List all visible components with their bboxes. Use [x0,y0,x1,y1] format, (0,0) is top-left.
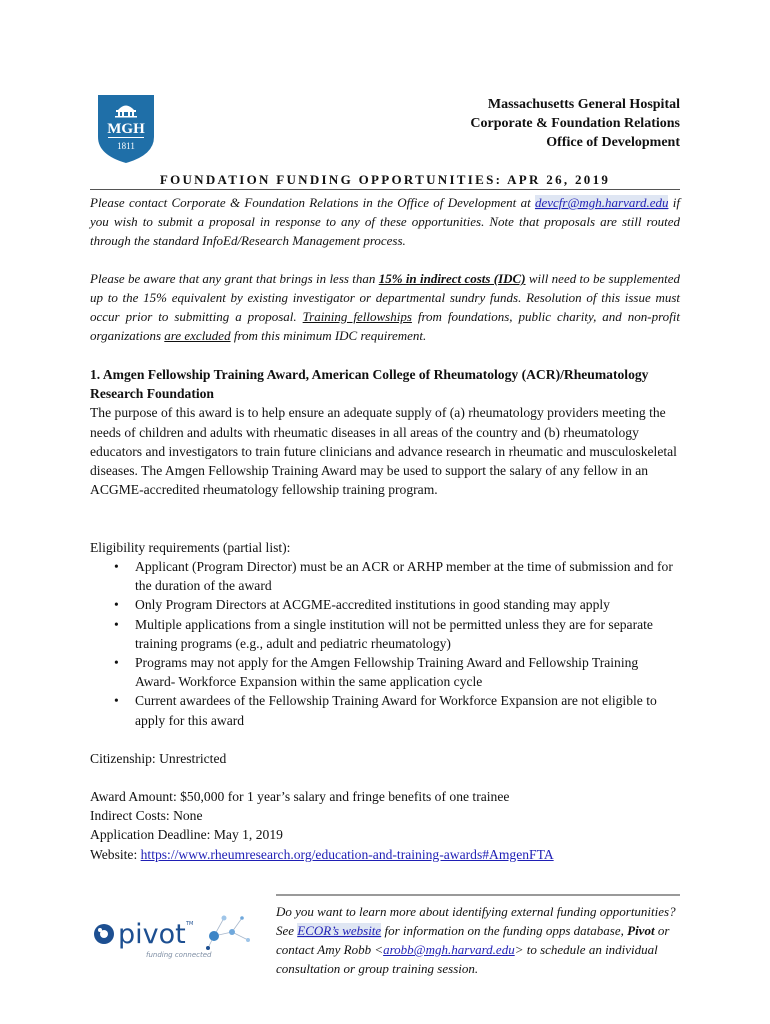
org-line-2: Corporate & Foundation Relations [470,116,680,131]
intro-paragraph [90,193,680,250]
indirect-costs: Indirect Costs: None [90,808,203,824]
bullet-icon: • [114,597,119,613]
eligibility-text: Multiple applications from a single institution will not be permitted unless they are for separate training programs (e.g., adult and pediatric rheumatology) [135,616,653,651]
award-details [90,787,690,864]
ecor-website-link[interactable]: ECOR’s website [297,923,382,938]
idc-text-d: from this minimum IDC requirement. [230,328,427,343]
intro-text-b: if you wish to submit a proposal in response to any of these opportunities. Note that proposals are still routed through the standard InfoEd/Research Management process. [90,195,680,248]
contact-email-link[interactable]: devcfr@mgh.harvard.edu [534,195,669,210]
mgh-logo [96,93,156,165]
bullet-icon: • [114,655,119,671]
idc-text-b: will need to be supplemented up to the 15% equivalent by existing investigator or departmental sundry funds. Resolution of this issue must occur prior to submitting a proposal. [90,271,680,324]
idc-text-a: Please be aware that any grant that brings in less than [90,271,379,286]
are-excluded-text: are excluded [164,328,231,343]
eligibility-text: Only Program Directors at ACGME-accredited institutions in good standing may apply [135,597,610,613]
opportunity-section [90,365,690,499]
org-block [470,95,680,152]
mgh-logo-text: MGH [107,121,145,137]
website-link[interactable]: https://www.rheumresearch.org/education-and-training-awards#AmgenFTA [140,846,554,862]
page-title: FOUNDATION FUNDING OPPORTUNITIES: APR 26, 2019 [159,172,611,187]
bullet-icon: • [114,559,119,574]
pivot-tagline: funding connected [146,951,212,959]
pivot-logo [90,910,260,965]
amy-robb-email-link[interactable]: arobb@mgh.harvard.edu [383,942,515,957]
idc-paragraph [90,269,680,345]
footer-text-b: for information on the funding opps database, [381,923,628,938]
org-line-3: Office of Development [546,135,680,150]
pivot-info-box [276,902,686,978]
network-graphic-icon [206,916,250,951]
intro-text-a: Please contact Corporate & Foundation Relations in the Office of Development at [90,195,535,210]
bullet-icon: • [114,693,119,709]
eligibility-text: Programs may not apply for the Amgen Fellowship Training Award and Fellowship Training Award- Workforce Expansion within the same application cycle [135,655,639,690]
website-label: Website: [90,846,141,862]
eligibility-heading: Eligibility requirements (partial list): [90,540,291,555]
idc-text-c: from foundations, public charity, and non-profit organizations [90,309,681,343]
list-item [90,595,680,614]
citizenship-line: Citizenship: Unrestricted [90,751,227,766]
application-deadline: Application Deadline: May 1, 2019 [90,827,283,843]
eligibility-text: Applicant (Program Director) must be an ACR or ARHP member at the time of submission and for the duration of the award [135,559,673,594]
training-fellowships-text: Training fellowships [302,309,412,324]
award-amount: Award Amount: $50,000 for 1 year’s salary and fringe benefits of one trainee [90,789,510,804]
list-item [90,615,680,653]
pivot-bold-text: Pivot [627,923,655,938]
mgh-logo-year: 1811 [117,141,135,151]
pivot-wordmark: pivot [118,919,186,950]
pivot-trademark: TM [186,921,194,927]
title-divider [90,189,680,190]
list-item [90,691,680,729]
org-line-1: Massachusetts General Hospital [487,97,680,112]
eligibility-list [90,557,680,730]
footer-text-a: Do you want to learn more about identifying external funding opportunities? See [276,904,676,938]
website-line [90,845,690,864]
opportunity-description: The purpose of this award is to help ensure an adequate supply of (a) rheumatology providers meeting the needs of children and adults with rheumatic diseases in all areas of the country and (b) rheumatology educators and investigators to train future clinicians and advance research in rheumatic and musculoskeletal diseases. The Amgen Fellowship Training Award may be used to support the salary of any fellow in an ACGME-accredited rheumatology fellowship training program. [90,405,677,498]
list-item [90,557,680,595]
bullet-icon: • [114,616,119,632]
eligibility-text: Current awardees of the Fellowship Training Award for Workforce Expansion are not eligible to apply for this award [135,693,657,728]
idc-emphasis: 15% in indirect costs (IDC) [378,271,526,286]
list-item [90,653,680,691]
opportunity-title: 1. Amgen Fellowship Training Award, American College of Rheumatology (ACR)/Rheumatology Research Foundation [90,367,649,402]
footer-text-d: > to schedule an individual consultation or group training session. [276,942,658,976]
footer-divider [276,894,680,896]
footer-text-c: or contact Amy Robb < [276,923,670,957]
